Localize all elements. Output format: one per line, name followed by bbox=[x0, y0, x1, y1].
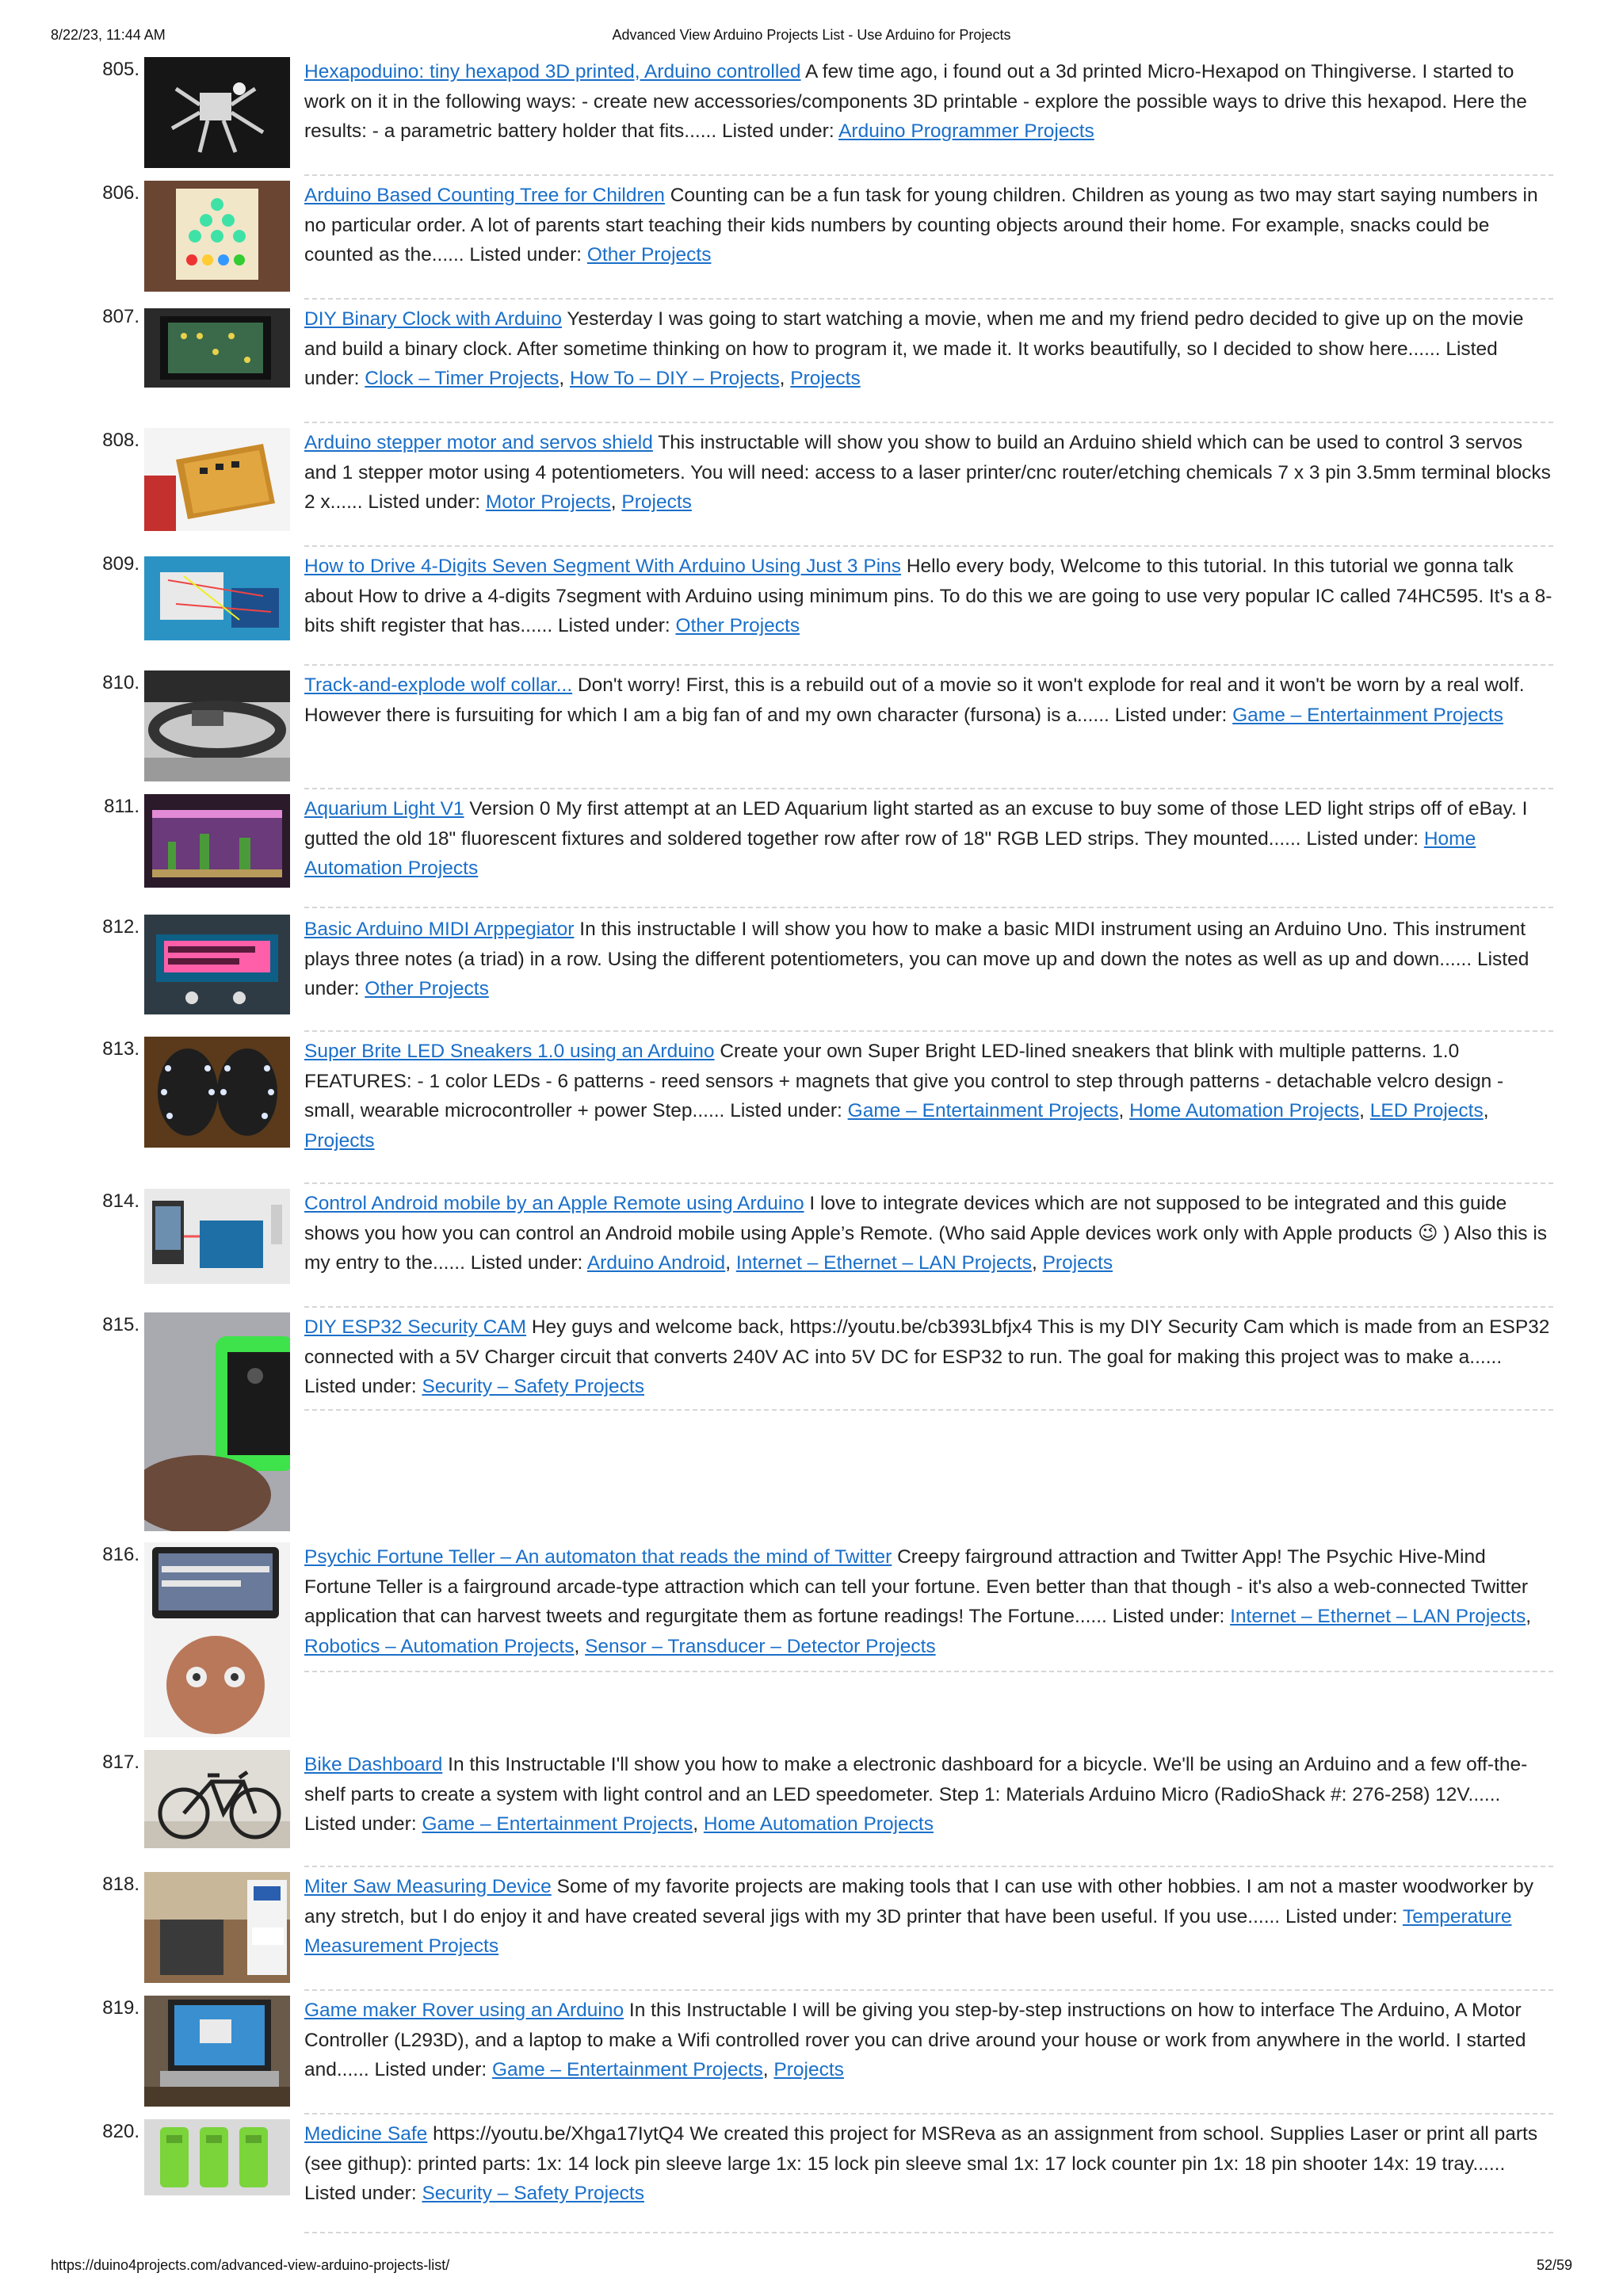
print-url: https://duino4projects.com/advanced-view-arduino-projects-list/ bbox=[51, 2257, 450, 2273]
category-link[interactable]: Home Automation Projects bbox=[304, 827, 1476, 879]
category-link[interactable]: Clock – Timer Projects bbox=[365, 368, 559, 389]
project-title-link[interactable]: Basic Arduino MIDI Arppegiator bbox=[304, 919, 575, 940]
item-number: 806. bbox=[102, 182, 139, 204]
item-text bbox=[304, 1872, 1553, 1962]
project-title-link[interactable]: Arduino Based Counting Tree for Children bbox=[304, 185, 665, 206]
divider bbox=[304, 1989, 1553, 1991]
category-link[interactable]: Arduino Programmer Projects bbox=[838, 120, 1094, 142]
project-description: Version 0 My first attempt at an LED Aquarium light started as an excuse to buy some of those LED light strips off of eBay. I gutted the old 18" fluorescent fixtures and soldered together row after row of 18" RGB LED strips. They mounted...... bbox=[304, 798, 1528, 850]
category-link[interactable]: Internet – Ethernet – LAN Projects bbox=[1230, 1606, 1526, 1627]
item-text bbox=[304, 57, 1553, 147]
item-text: Game maker Rover using an Arduino In this Instructable I will be giving you step-by-step instructions on how to interface The Arduino, A Motor Controller (L293D), and a laptop to make a Wifi controlled rover you can drive around your house or work from anywhere in the world. I started and...... Listed under: Game – Entertainment Projects, Projects bbox=[304, 2000, 1526, 2080]
project-title-link[interactable]: Aquarium Light V1 bbox=[304, 798, 464, 819]
thumbnail-image bbox=[144, 670, 290, 781]
project-title-link[interactable]: DIY Binary Clock with Arduino bbox=[304, 308, 562, 330]
project-description: Hey guys and welcome back, https://youtu.be/cb393Lbfjx4 This is my DIY Security Cam which is made from an ESP32 connected with a 5V Charger circuit that converts 240V AC into 5V DC for ESP32 to run. The goal for making this project was to make a...... bbox=[304, 1316, 1550, 1368]
category-link[interactable]: Security – Safety Projects bbox=[422, 2183, 644, 2204]
item-number: 809. bbox=[102, 553, 139, 575]
project-description: Some of my favorite projects are making tools that I can use with other hobbies. I am not a master woodworker by any stretch, but I do enjoy it and have created several jigs with my 3D printer that have been useful. If you use...... bbox=[304, 1876, 1534, 1927]
item-text: Control Android mobile by an Apple Remote using Arduino I love to integrate devices which are not supposed to be integrated and this guide shows you how you can control an Android mobile using Apple’s Remote. (Who said Apple devices work only with Apple products 😉 ) Also this is my entry to the...... Listed under: Arduino Android, Internet – Ethernet – LAN Projects, Projects bbox=[304, 1193, 1548, 1274]
item-number: 814. bbox=[102, 1190, 139, 1212]
project-title-link[interactable]: Game maker Rover using an Arduino bbox=[304, 2000, 624, 2021]
item-number: 820. bbox=[102, 2121, 139, 2142]
project-title-link[interactable]: DIY ESP32 Security CAM bbox=[304, 1316, 527, 1338]
divider bbox=[304, 1030, 1553, 1032]
listed-under-label: Listed under: bbox=[469, 244, 582, 266]
project-title-link[interactable]: How to Drive 4-Digits Seven Segment With Arduino Using Just 3 Pins bbox=[304, 556, 902, 577]
category-link[interactable]: Sensor – Transducer – Detector Projects bbox=[585, 1635, 936, 1657]
listed-under-label: Listed under: bbox=[558, 615, 670, 636]
print-footer bbox=[51, 2257, 1572, 2278]
item-text bbox=[304, 670, 1553, 730]
print-header bbox=[51, 27, 1572, 48]
item-number: 817. bbox=[102, 1752, 139, 1773]
thumbnail-image bbox=[144, 1750, 290, 1848]
project-description: Hello every body, Welcome to this tutorial. In this tutorial we gonna talk about How to drive a 4-digits 7segment with Arduino using minimum pins. To do this we are going to use very popular IC called 74HC595. It's a 8-bits shift register that has...... bbox=[304, 556, 1552, 636]
item-number: 815. bbox=[102, 1314, 139, 1335]
project-title-link[interactable]: Medicine Safe bbox=[304, 2123, 428, 2145]
category-link[interactable]: Temperature Measurement Projects bbox=[304, 1905, 1512, 1957]
category-link[interactable]: Projects bbox=[773, 2059, 844, 2080]
item-text: Bike Dashboard In this Instructable I'll show you how to make a electronic dashboard for a bicycle. We'll be using an Arduino and a few off-the-shelf parts to create a system with light control and an LED speedometer. Step 1: Materials Arduino Micro (RadioShack #: 276-258) 12V...... Listed under: Game – Entertainment Projects, Home Automation Projects bbox=[304, 1754, 1528, 1835]
category-link[interactable]: Game – Entertainment Projects bbox=[847, 1100, 1119, 1121]
divider bbox=[304, 1409, 1553, 1411]
thumbnail-image bbox=[144, 556, 290, 640]
project-description: In this instructable I will show you how to make a basic MIDI instrument using an Arduino Uno. This instrument plays three notes (a triad) in a row. Using the different potentiometers, you can move up and down the notes as well as up and down...... bbox=[304, 919, 1526, 970]
category-link[interactable]: Security – Safety Projects bbox=[422, 1376, 644, 1397]
category-link[interactable]: Arduino Android bbox=[586, 1252, 726, 1274]
category-link[interactable]: Projects bbox=[621, 491, 692, 513]
thumbnail-image bbox=[144, 1872, 290, 1983]
project-description: Yesterday I was going to start watching a movie, when me and my friend pedro decided to give up on the movie and build a binary clock. After sometime thinking on how to program it, we made it. It works beautifully, so I decided to show here...... bbox=[304, 308, 1524, 360]
category-link[interactable]: Other Projects bbox=[586, 244, 712, 266]
category-link[interactable]: Internet – Ethernet – LAN Projects bbox=[735, 1252, 1032, 1274]
divider bbox=[304, 1866, 1553, 1867]
thumbnail-image bbox=[144, 1542, 290, 1737]
category-link[interactable]: Game – Entertainment Projects bbox=[1232, 704, 1503, 726]
item-number: 811. bbox=[104, 796, 139, 817]
item-number: 805. bbox=[102, 59, 139, 80]
thumbnail-image bbox=[144, 428, 290, 531]
listed-under-label: Listed under: bbox=[304, 338, 1498, 389]
divider bbox=[304, 545, 1553, 547]
thumbnail-image bbox=[144, 1312, 290, 1531]
thumbnail-image bbox=[144, 1037, 290, 1148]
item-number: 808. bbox=[102, 430, 139, 451]
thumbnail-image bbox=[144, 2119, 290, 2195]
project-description: A few time ago, i found out a 3d printed Micro-Hexapod on Thingiverse. I started to work on it in the following ways: - create new accessories/components 3D printable - explore the possible ways to drive this hexapod. Here the results: - a parametric battery holder that fits...... bbox=[304, 61, 1527, 142]
project-title-link[interactable]: Track-and-explode wolf collar... bbox=[304, 674, 573, 696]
thumbnail-image bbox=[144, 57, 290, 168]
category-link[interactable]: How To – DIY – Projects bbox=[569, 368, 780, 389]
listed-under-label: Listed under: bbox=[730, 1100, 842, 1121]
item-number: 816. bbox=[102, 1544, 139, 1565]
divider bbox=[304, 907, 1553, 908]
project-title-link[interactable]: Hexapoduino: tiny hexapod 3D printed, Arduino controlled bbox=[304, 61, 801, 82]
project-description: In this Instructable I will be giving you step-by-step instructions on how to interface The Arduino, A Motor Controller (L293D), and a laptop to make a Wifi controlled rover you can drive around your house or work from anywhere in the world. I started and...... bbox=[304, 2000, 1526, 2080]
item-number: 812. bbox=[102, 916, 139, 938]
item-number: 818. bbox=[102, 1874, 139, 1895]
listed-under-label: Listed under: bbox=[304, 1813, 417, 1835]
category-link[interactable]: Projects bbox=[1042, 1252, 1113, 1274]
listed-under-label: Listed under: bbox=[1112, 1606, 1225, 1627]
category-link[interactable]: Home Automation Projects bbox=[1129, 1100, 1360, 1121]
project-description: Creepy fairground attraction and Twitter App! The Psychic Hive-Mind Fortune Teller is a fairground arcade-type attraction which can tell your fortune. Even better than that though - it's also a web-connected Twitter application that can harvest tweets and regurgitate them as fortune readings! The Fortune...... bbox=[304, 1546, 1529, 1627]
thumbnail-image bbox=[144, 1189, 290, 1284]
category-link[interactable]: Robotics – Automation Projects bbox=[304, 1635, 575, 1657]
item-text: Super Brite LED Sneakers 1.0 using an Arduino Create your own Super Bright LED-lined sneakers that blink with multiple patterns. 1.0 FEATURES: - 1 color LEDs - 6 patterns - reed sensors + magnets that give you control to step through patterns - detachable velcro design - small, wearable microcontroller + power Step...... Listed under: Game – Entertainment Projects, Home Automation Projects, LED Projects, Projects bbox=[304, 1041, 1504, 1152]
divider bbox=[304, 2232, 1553, 2233]
item-number: 807. bbox=[102, 306, 139, 327]
project-title-link[interactable]: Miter Saw Measuring Device bbox=[304, 1876, 552, 1897]
item-text bbox=[304, 915, 1553, 1004]
project-title-link[interactable]: Super Brite LED Sneakers 1.0 using an Arduino bbox=[304, 1041, 715, 1062]
divider bbox=[304, 1306, 1553, 1308]
project-description: I love to integrate devices which are not supposed to be integrated and this guide shows you how you can control an Android mobile using Apple’s Remote. (Who said Apple devices work only with Apple products 😉 ) Also this is my entry to the...... bbox=[304, 1193, 1548, 1274]
category-link[interactable]: Other Projects bbox=[365, 978, 489, 999]
project-title-link[interactable]: Arduino stepper motor and servos shield bbox=[304, 432, 653, 453]
divider bbox=[304, 2113, 1553, 2115]
listed-under-label: Listed under: bbox=[304, 948, 1529, 999]
divider bbox=[304, 1182, 1553, 1184]
listed-under-label: Listed under: bbox=[304, 2183, 417, 2204]
item-text bbox=[304, 1312, 1553, 1402]
thumbnail-image bbox=[144, 794, 290, 888]
category-link[interactable]: Motor Projects bbox=[485, 491, 611, 513]
thumbnail-image bbox=[144, 915, 290, 1014]
divider bbox=[304, 174, 1553, 176]
project-description: https://youtu.be/Xhga17IytQ4 We created this project for MSReva as an assignment from school. Supplies Laser or print all parts (see githup): printed parts: 1x: 14 lock pin sleeve large 1x: 15 lock pin sleeve smal 1x: 17 lock counter pin 1x: 18 pin shooter 14x: 19 tray...... bbox=[304, 2123, 1538, 2175]
category-link[interactable]: LED Projects bbox=[1369, 1100, 1484, 1121]
thumbnail-image bbox=[144, 308, 290, 388]
divider bbox=[304, 1671, 1553, 1672]
project-description: Counting can be a fun task for young children. Children as young as two may start saying numbers in no particular order. A lot of parents start teaching their kids numbers by counting objects around their home. For example, snacks could be counted as the...... bbox=[304, 185, 1538, 266]
listed-under-label: Listed under: bbox=[374, 2059, 487, 2080]
divider bbox=[304, 298, 1553, 300]
print-datetime: 8/22/23, 11:44 AM bbox=[51, 27, 166, 43]
project-title-link[interactable]: Psychic Fortune Teller – An automaton that reads the mind of Twitter bbox=[304, 1546, 892, 1568]
thumbnail-image bbox=[144, 1996, 290, 2107]
listed-under-label: Listed under: bbox=[1306, 827, 1419, 850]
listed-under-label: Listed under: bbox=[470, 1252, 583, 1274]
listed-under-label: Listed under: bbox=[1114, 704, 1228, 726]
print-page-title: Advanced View Arduino Projects List - Use Arduino for Projects bbox=[612, 27, 1011, 43]
project-description: Create your own Super Bright LED-lined sneakers that blink with multiple patterns. 1.0 FEATURES: - 1 color LEDs - 6 patterns - reed sensors + magnets that give you control to step through patterns - detachable velcro design - small, wearable microcontroller + power Step...... bbox=[304, 1041, 1504, 1121]
project-description: In this Instructable I'll show you how to make a electronic dashboard for a bicycle. We'll be using an Arduino and a few off-the-shelf parts to create a system with light control and an LED speedometer. Step 1: Materials Arduino Micro (RadioShack #: 276-258) 12V...... bbox=[304, 1754, 1528, 1805]
item-text bbox=[304, 181, 1553, 270]
project-description: This instructable will show you show to build an Arduino shield which can be used to control 3 servos and 1 stepper motor using 4 potentiometers. You will need: access to a laser printer/cnc router/etching chemicals 7 x 3 pin 3.5mm terminal blocks 2 x...... bbox=[304, 432, 1551, 513]
category-link[interactable]: Projects bbox=[304, 1129, 375, 1152]
item-text: DIY Binary Clock with Arduino Yesterday I was going to start watching a movie, when me and my friend pedro decided to give up on the movie and build a binary clock. After sometime thinking on how to program it, we made it. It works beautifully, so I decided to show here...... Listed under: Clock – Timer Projects, How To – DIY – Projects, Projects bbox=[304, 308, 1524, 389]
divider bbox=[304, 664, 1553, 666]
item-number: 810. bbox=[102, 672, 139, 693]
project-description: Don't worry! First, this is a rebuild out of a movie so it won't explode for real and it won't be worn by a real wolf. However there is fursuiting for which I am a big fan of and my own character (fursona) is a...... bbox=[304, 674, 1525, 726]
item-text bbox=[304, 2119, 1553, 2209]
project-title-link[interactable]: Bike Dashboard bbox=[304, 1754, 443, 1775]
listed-under-label: Listed under: bbox=[721, 120, 834, 142]
listed-under-label: Listed under: bbox=[368, 491, 480, 513]
item-number: 819. bbox=[102, 1997, 139, 2019]
listed-under-label: Listed under: bbox=[1285, 1905, 1398, 1927]
item-text: Arduino stepper motor and servos shield This instructable will show you show to build an Arduino shield which can be used to control 3 servos and 1 stepper motor using 4 potentiometers. You will need: access to a laser printer/cnc router/etching chemicals 7 x 3 pin 3.5mm terminal blocks 2 x...... Listed under: Motor Projects, Projects bbox=[304, 432, 1551, 513]
category-link[interactable]: Game – Entertainment Projects bbox=[422, 1813, 693, 1835]
category-link[interactable]: Home Automation Projects bbox=[703, 1813, 934, 1835]
listed-under-label: Listed under: bbox=[304, 1376, 417, 1397]
item-text bbox=[304, 552, 1553, 641]
category-link[interactable]: Other Projects bbox=[675, 615, 800, 636]
thumbnail-image bbox=[144, 181, 290, 292]
category-link[interactable]: Projects bbox=[790, 368, 861, 389]
divider bbox=[304, 422, 1553, 423]
divider bbox=[304, 788, 1553, 789]
item-text: Psychic Fortune Teller – An automaton that reads the mind of Twitter Creepy fairground attraction and Twitter App! The Psychic Hive-Mind Fortune Teller is a fairground arcade-type attraction which can tell your fortune. Even better than that though - it's also a web-connected Twitter application that can harvest tweets and regurgitate them as fortune readings! The Fortune...... Listed under: Internet – Ethernet – LAN Projects, Robotics – Automation Projects, Sensor – Transducer – Detector Projects bbox=[304, 1546, 1532, 1657]
category-link[interactable]: Game – Entertainment Projects bbox=[492, 2059, 763, 2080]
page-number: 52/59 bbox=[1536, 2257, 1572, 2273]
item-number: 813. bbox=[102, 1038, 139, 1060]
project-title-link[interactable]: Control Android mobile by an Apple Remote using Arduino bbox=[304, 1193, 804, 1214]
item-text bbox=[304, 794, 1553, 884]
